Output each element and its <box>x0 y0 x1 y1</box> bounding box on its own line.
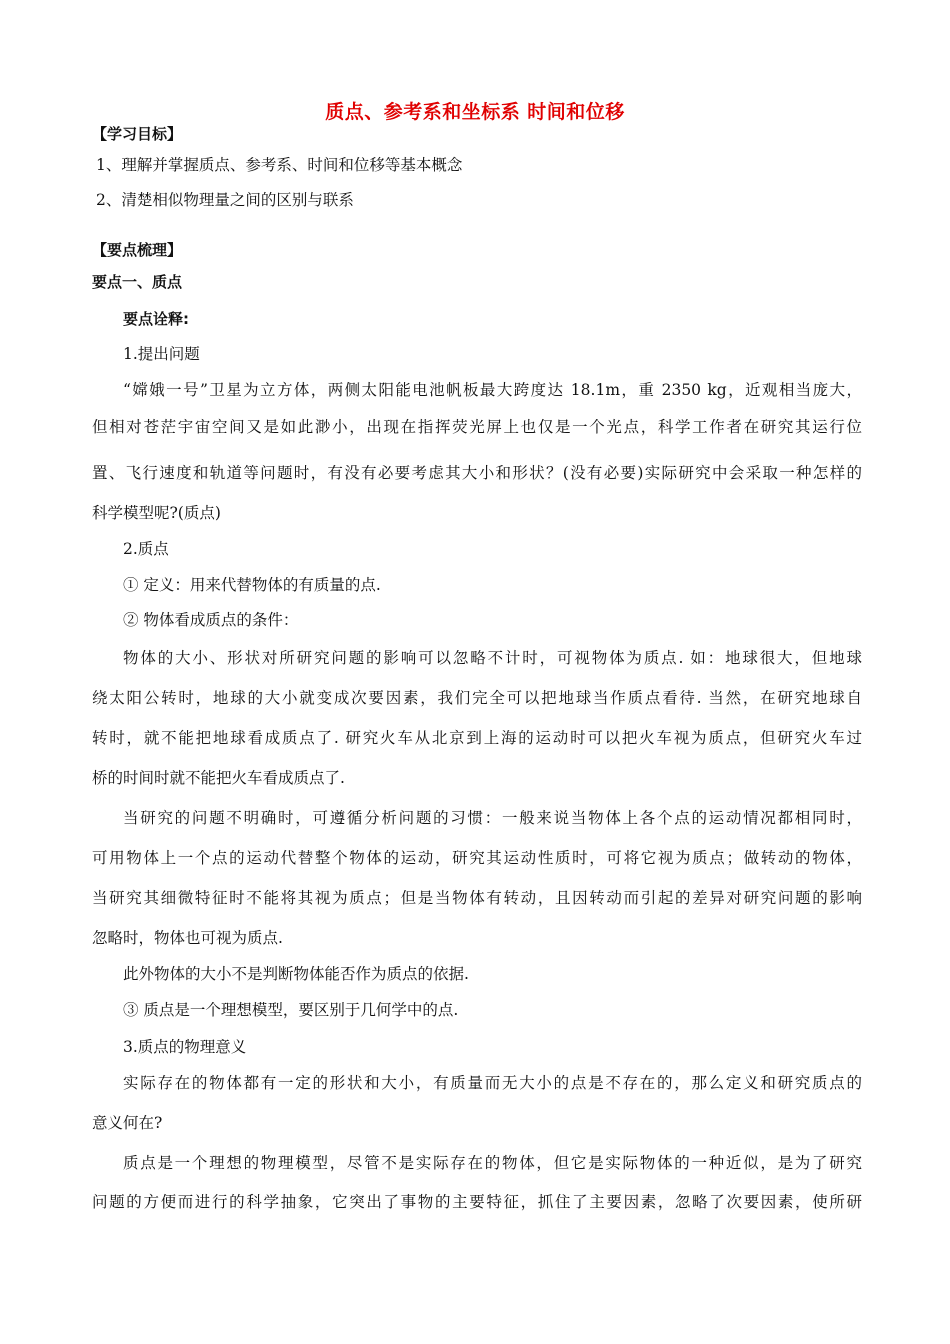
point1-heading: 要点一、质点 <box>92 273 183 291</box>
ideal-model-line: ③ 质点是一个理想模型，要区别于几何学中的点. <box>123 1001 459 1019</box>
sub-heading: 1.提出问题 <box>123 345 200 363</box>
paragraph-line: 质点是一个理想的物理模型，尽管不是实际存在的物体，但它是实际物体的一种近似，是为了研究 <box>123 1154 862 1172</box>
paragraph-line: 实际存在的物体都有一定的形状和大小，有质量而无大小的点是不存在的，那么定义和研究质点的 <box>123 1074 862 1092</box>
document-title: 质点、参考系和坐标系 时间和位移 <box>325 101 625 123</box>
sub-heading: 3.质点的物理意义 <box>123 1038 247 1056</box>
paragraph-line: 但相对苍茫宇宙空间又是如此渺小，出现在指挥荧光屏上也仅是一个光点，科学工作者在研究其运行位 <box>92 418 862 436</box>
goals-heading: 【学习目标】 <box>92 125 183 143</box>
goal-item: 2、清楚相似物理量之间的区别与联系 <box>96 191 354 209</box>
paragraph-line: 转时，就不能把地球看成质点了. 研究火车从北京到上海的运动时可以把火车视为质点，但研究火车过 <box>92 729 862 747</box>
paragraph-line: 当研究其细微特征时不能将其视为质点；但是当物体有转动，且因转动而引起的差异对研究问题的影响 <box>92 889 862 907</box>
paragraph-line: 绕太阳公转时，地球的大小就变成次要因素，我们完全可以把地球当作质点看待. 当然，在研究地球自 <box>92 689 862 707</box>
paragraph-line: “嫦娥一号”卫星为立方体，两侧太阳能电池帆板最大跨度达 18.1m，重 2350 kg，近观相当庞大， <box>123 381 862 399</box>
paragraph-line: 忽略时，物体也可视为质点. <box>92 929 283 947</box>
paragraph-line: 问题的方便而进行的科学抽象，它突出了事物的主要特征，抓住了主要因素，忽略了次要因素，使所研 <box>92 1193 862 1211</box>
definition-line: ① 定义：用来代替物体的有质量的点. <box>123 576 381 594</box>
paragraph-line: 意义何在? <box>92 1114 163 1132</box>
paragraph-line: 桥的时间时就不能把火车看成质点了. <box>92 769 345 787</box>
paragraph-line: 科学模型呢?(质点) <box>92 504 221 522</box>
sub-heading: 2.质点 <box>123 540 169 558</box>
paragraph-line: 此外物体的大小不是判断物体能否作为质点的依据. <box>123 965 469 983</box>
paragraph-line: 置、飞行速度和轨道等问题时，有没有必要考虑其大小和形状？(没有必要)实际研究中会采取一种怎样的 <box>92 464 862 482</box>
explain-heading: 要点诠释: <box>123 310 189 328</box>
paragraph-line: 可用物体上一个点的运动代替整个物体的运动，研究其运动性质时，可将它视为质点；做转动的物体， <box>92 849 862 867</box>
paragraph-line: 当研究的问题不明确时，可遵循分析问题的习惯：一般来说当物体上各个点的运动情况都相同时， <box>123 809 862 827</box>
goal-item: 1、理解并掌握质点、参考系、时间和位移等基本概念 <box>96 156 463 174</box>
condition-line: ② 物体看成质点的条件： <box>123 611 299 629</box>
paragraph-line: 物体的大小、形状对所研究问题的影响可以忽略不计时，可视物体为质点. 如：地球很大，但地球 <box>123 649 862 667</box>
points-heading: 【要点梳理】 <box>92 241 183 259</box>
